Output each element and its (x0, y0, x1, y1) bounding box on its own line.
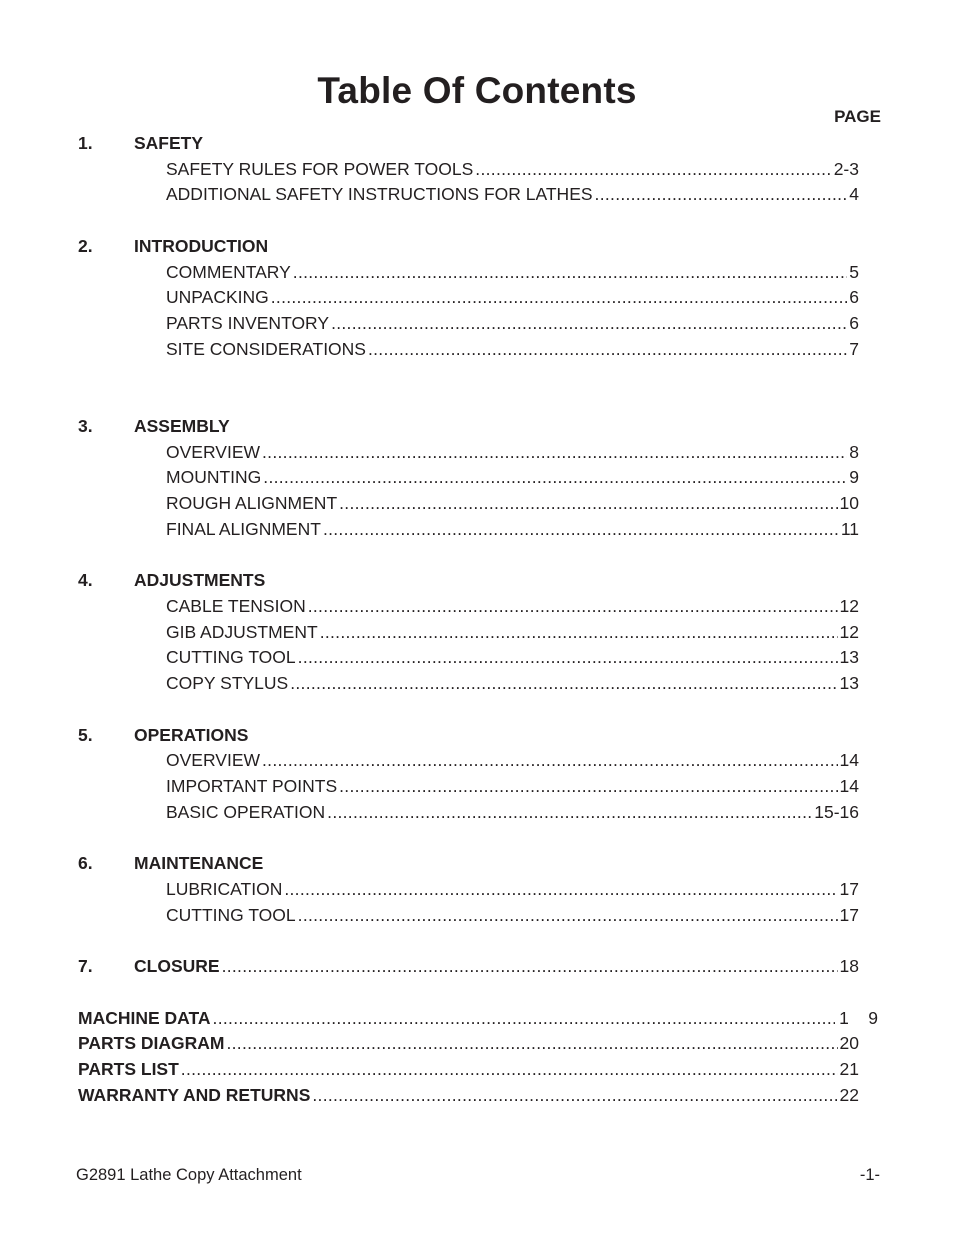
dot-leader (298, 646, 838, 668)
toc-entry (166, 441, 859, 463)
toc-entry (166, 775, 859, 797)
dot-leader (312, 1084, 837, 1106)
section-title-adjustments: ADJUSTMENTS (134, 570, 266, 590)
section-title-operations: OPERATIONS (134, 725, 249, 745)
toc-entry (78, 1032, 859, 1054)
entry-page: 11 (840, 519, 859, 539)
dot-leader (222, 955, 838, 977)
toc-entry (166, 286, 859, 308)
entry-label: FINAL ALIGNMENT (166, 519, 321, 539)
section-number: 5. (78, 725, 93, 745)
entry-page: 4 (849, 184, 859, 204)
section-number: 4. (78, 570, 93, 590)
entry-label: COPY STYLUS (166, 673, 289, 693)
entry-page: 9 (849, 467, 859, 487)
footer-page-number: -1- (859, 1166, 880, 1184)
entry-page: 8 (849, 442, 859, 462)
dot-leader (290, 672, 837, 694)
page-column-header: PAGE (834, 107, 881, 126)
entry-page: 6 (849, 287, 859, 307)
entry-page: 18 (839, 956, 859, 976)
dot-leader (284, 878, 837, 900)
entry-label: PARTS INVENTORY (166, 313, 330, 333)
section-title-maintenance: MAINTENANCE (134, 853, 264, 873)
entry-label: PARTS LIST (78, 1059, 179, 1079)
entry-label: BASIC OPERATION (166, 802, 326, 822)
entry-label: SAFETY RULES FOR POWER TOOLS (166, 159, 474, 179)
entry-label: SITE CONSIDERATIONS (166, 339, 366, 359)
toc-entry (166, 749, 859, 771)
dot-leader (263, 466, 847, 488)
entry-page: 20 (839, 1033, 859, 1053)
entry-label: COMMENTARY (166, 262, 291, 282)
toc-entry (166, 312, 859, 334)
entry-page: 17 (839, 905, 859, 925)
dot-leader (339, 775, 837, 797)
page-title: Table Of Contents (317, 70, 637, 111)
section-number: 2. (78, 236, 93, 256)
entry-page: 1 9 (839, 1008, 878, 1028)
section-number: 6. (78, 853, 93, 873)
toc-entry (166, 261, 859, 283)
dot-leader (331, 312, 847, 334)
dot-leader (293, 261, 847, 283)
entry-label: CABLE TENSION (166, 596, 306, 616)
entry-page: 12 (839, 622, 859, 642)
toc-entry (166, 672, 859, 694)
toc-entry (166, 621, 859, 643)
entry-label: OVERVIEW (166, 750, 261, 770)
toc-entry (166, 466, 859, 488)
toc-entry (166, 158, 859, 180)
entry-page: 22 (839, 1085, 859, 1105)
entry-page: 15-16 (814, 802, 859, 822)
entry-page: 21 (839, 1059, 859, 1079)
entry-page: 7 (849, 339, 859, 359)
dot-leader (262, 441, 847, 463)
entry-label: CUTTING TOOL (166, 647, 296, 667)
entry-label: ADDITIONAL SAFETY INSTRUCTIONS FOR LATHES (166, 184, 593, 204)
dot-leader (475, 158, 831, 180)
entry-label: IMPORTANT POINTS (166, 776, 338, 796)
dot-leader (595, 183, 848, 205)
toc-entry (166, 878, 859, 900)
entry-page: 14 (839, 750, 859, 770)
dot-leader (271, 286, 848, 308)
entry-page: 12 (839, 596, 859, 616)
entry-label: UNPACKING (166, 287, 269, 307)
toc-entry (78, 1007, 878, 1029)
toc-entry (166, 801, 859, 823)
toc-entry (166, 518, 859, 540)
section-number: 1. (78, 133, 93, 153)
toc-entry (166, 183, 859, 205)
entry-label: ROUGH ALIGNMENT (166, 493, 338, 513)
entry-label: CUTTING TOOL (166, 905, 296, 925)
entry-page: 6 (849, 313, 859, 333)
dot-leader (213, 1007, 836, 1029)
entry-label: PARTS DIAGRAM (78, 1033, 225, 1053)
entry-page: 5 (849, 262, 859, 282)
dot-leader (298, 904, 838, 926)
dot-leader (320, 621, 838, 643)
toc-entry (166, 595, 859, 617)
section-title-closure: CLOSURE (134, 956, 220, 976)
dot-leader (226, 1032, 837, 1054)
entry-page: 13 (839, 673, 859, 693)
section-title-safety: SAFETY (134, 133, 204, 153)
toc-entry (134, 955, 859, 977)
toc-entry (78, 1058, 859, 1080)
dot-leader (262, 749, 838, 771)
entry-label: WARRANTY AND RETURNS (78, 1085, 311, 1105)
entry-label: GIB ADJUSTMENT (166, 622, 318, 642)
entry-page: 13 (839, 647, 859, 667)
entry-page: 14 (839, 776, 859, 796)
dot-leader (368, 338, 847, 360)
toc-entry (166, 904, 859, 926)
entry-page: 17 (839, 879, 859, 899)
entry-page: 2-3 (833, 159, 859, 179)
entry-label: LUBRICATION (166, 879, 283, 899)
dot-leader (327, 801, 812, 823)
toc-entry (78, 1084, 859, 1106)
footer-document-title: G2891 Lathe Copy Attachment (76, 1166, 302, 1184)
section-title-introduction: INTRODUCTION (134, 236, 269, 256)
entry-page: 10 (839, 493, 859, 513)
entry-label: MOUNTING (166, 467, 262, 487)
section-title-assembly: ASSEMBLY (134, 416, 230, 436)
entry-label: MACHINE DATA (78, 1008, 211, 1028)
toc-entry (166, 492, 859, 514)
dot-leader (339, 492, 837, 514)
dot-leader (181, 1058, 838, 1080)
dot-leader (323, 518, 839, 540)
toc-entry (166, 338, 859, 360)
toc-entry (166, 646, 859, 668)
section-number: 3. (78, 416, 93, 436)
section-number: 7. (78, 956, 93, 976)
dot-leader (308, 595, 838, 617)
entry-label: OVERVIEW (166, 442, 261, 462)
